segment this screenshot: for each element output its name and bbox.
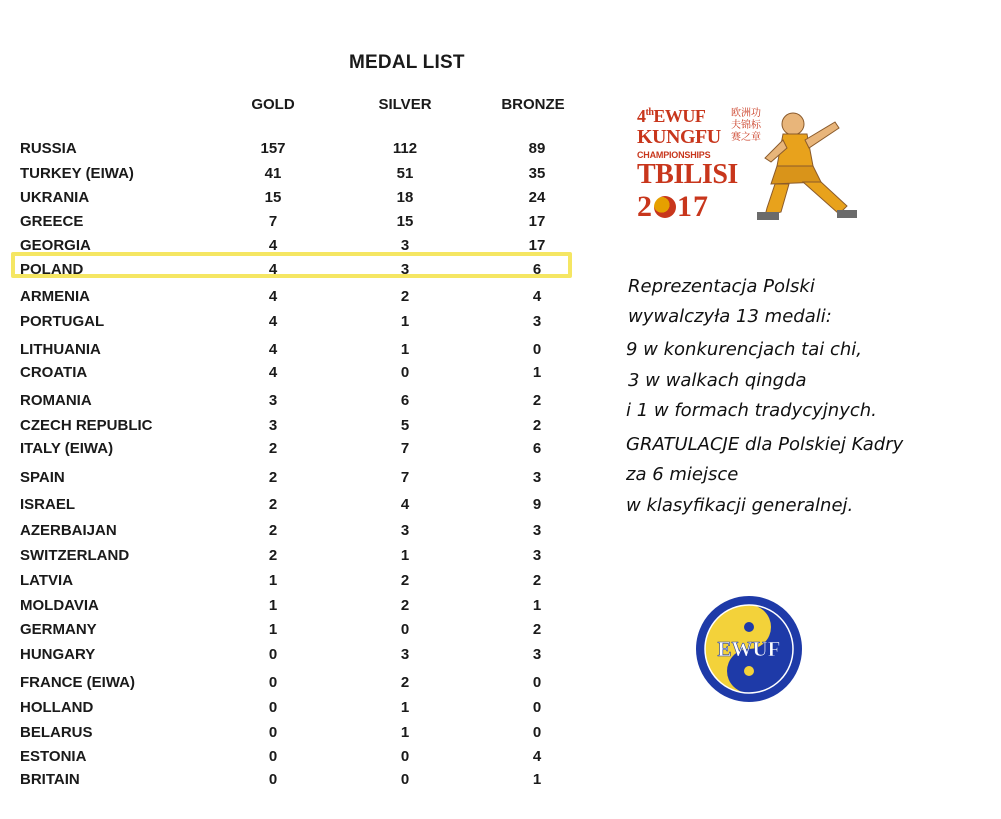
silver-count: 5 xyxy=(400,417,410,434)
bronze-count: 89 xyxy=(528,140,546,157)
bronze-count: 6 xyxy=(532,440,542,457)
medal-row-romania xyxy=(0,392,600,414)
silver-count: 7 xyxy=(400,440,410,457)
gold-count: 0 xyxy=(268,724,278,741)
gold-count: 1 xyxy=(268,572,278,589)
gold-count: 4 xyxy=(268,237,278,254)
medal-row-israel xyxy=(0,496,600,518)
poster-line-1: 4thEWUF xyxy=(637,106,706,126)
medal-row-portugal xyxy=(0,313,600,335)
silver-count: 3 xyxy=(400,237,410,254)
silver-count: 3 xyxy=(400,522,410,539)
country-name: SPAIN xyxy=(20,469,65,486)
medal-row-switzerland xyxy=(0,547,600,569)
bronze-count: 9 xyxy=(532,496,542,513)
medal-row-armenia xyxy=(0,288,600,310)
bronze-count: 1 xyxy=(532,364,542,381)
column-header-gold: GOLD xyxy=(251,96,295,113)
ewuf-logo xyxy=(692,592,806,706)
bronze-count: 0 xyxy=(532,341,542,358)
silver-count: 7 xyxy=(400,469,410,486)
medal-row-holland xyxy=(0,699,600,721)
bronze-count: 17 xyxy=(528,213,546,230)
bronze-count: 2 xyxy=(532,572,542,589)
column-header-bronze: BRONZE xyxy=(501,96,565,113)
medal-list-title: MEDAL LIST xyxy=(349,52,465,73)
silver-count: 2 xyxy=(400,288,410,305)
poster-line-3: CHAMPIONSHIPS xyxy=(637,150,711,160)
medal-row-ukrania xyxy=(0,189,600,211)
message-line: GRATULACJE dla Polskiej Kadry xyxy=(626,434,904,455)
medal-row-france-eiwa xyxy=(0,674,600,696)
country-name: LITHUANIA xyxy=(20,341,101,358)
silver-count: 2 xyxy=(400,597,410,614)
gold-count: 2 xyxy=(268,522,278,539)
bronze-count: 24 xyxy=(528,189,546,206)
silver-count: 2 xyxy=(400,674,410,691)
country-name: BELARUS xyxy=(20,724,93,741)
gold-count: 0 xyxy=(268,771,278,788)
bronze-count: 3 xyxy=(532,522,542,539)
country-name: ARMENIA xyxy=(20,288,90,305)
silver-count: 3 xyxy=(400,646,410,663)
ewuf-logo-text: EWUF xyxy=(717,637,781,661)
medal-row-estonia xyxy=(0,748,600,770)
country-name: ESTONIA xyxy=(20,748,87,765)
bronze-count: 2 xyxy=(532,417,542,434)
silver-count: 0 xyxy=(400,621,410,638)
bronze-count: 3 xyxy=(532,646,542,663)
medal-row-lithuania xyxy=(0,341,600,363)
medal-row-italy-eiwa xyxy=(0,440,600,462)
gold-count: 4 xyxy=(268,341,278,358)
message-line: 9 w konkurencjach tai chi, xyxy=(626,339,862,360)
gold-count: 41 xyxy=(264,165,282,182)
kungfu-fighter-icon xyxy=(751,104,861,228)
column-header-silver: SILVER xyxy=(378,96,432,113)
silver-count: 15 xyxy=(396,213,414,230)
country-name: PORTUGAL xyxy=(20,313,105,330)
silver-count: 1 xyxy=(400,547,410,564)
poster-chinese-text: 欧洲功夫锦标赛之章 xyxy=(731,108,761,143)
country-name: AZERBAIJAN xyxy=(20,522,117,539)
medal-row-greece xyxy=(0,213,600,235)
poland-highlight-box xyxy=(11,252,572,278)
gold-count: 1 xyxy=(268,597,278,614)
silver-count: 0 xyxy=(400,364,410,381)
gold-count: 1 xyxy=(268,621,278,638)
bronze-count: 2 xyxy=(532,621,542,638)
silver-count: 3 xyxy=(400,261,410,278)
bronze-count: 4 xyxy=(532,288,542,305)
medal-row-russia xyxy=(0,140,600,162)
gold-count: 0 xyxy=(268,748,278,765)
gold-count: 157 xyxy=(260,140,286,157)
silver-count: 4 xyxy=(400,496,410,513)
medal-row-turkey-eiwa xyxy=(0,165,600,187)
gold-count: 0 xyxy=(268,699,278,716)
poster-year: 2 17 xyxy=(637,190,709,223)
message-line: Reprezentacja Polski xyxy=(628,276,815,297)
yin-yang-zero-icon xyxy=(654,196,676,218)
country-name: GEORGIA xyxy=(20,237,91,254)
gold-count: 2 xyxy=(268,440,278,457)
country-name: RUSSIA xyxy=(20,140,77,157)
medal-row-czech-republic xyxy=(0,417,600,439)
silver-count: 112 xyxy=(392,140,418,157)
message-line: w klasyfikacji generalnej. xyxy=(626,495,854,516)
silver-count: 1 xyxy=(400,341,410,358)
medal-row-belarus xyxy=(0,724,600,746)
gold-count: 3 xyxy=(268,417,278,434)
silver-count: 1 xyxy=(400,313,410,330)
silver-count: 2 xyxy=(400,572,410,589)
medal-row-croatia xyxy=(0,364,600,386)
bronze-count: 17 xyxy=(528,237,546,254)
gold-count: 4 xyxy=(268,288,278,305)
bronze-count: 2 xyxy=(532,392,542,409)
medal-row-hungary xyxy=(0,646,600,668)
country-name: CROATIA xyxy=(20,364,88,381)
silver-count: 1 xyxy=(400,699,410,716)
country-name: BRITAIN xyxy=(20,771,80,788)
message-line: i 1 w formach tradycyjnych. xyxy=(626,400,877,421)
silver-count: 0 xyxy=(400,771,410,788)
gold-count: 15 xyxy=(264,189,282,206)
country-name: ROMANIA xyxy=(20,392,92,409)
medal-row-germany xyxy=(0,621,600,643)
country-name: SWITZERLAND xyxy=(20,547,130,564)
country-name: UKRANIA xyxy=(20,189,90,206)
bronze-count: 1 xyxy=(532,597,542,614)
country-name: HOLLAND xyxy=(20,699,94,716)
gold-count: 2 xyxy=(268,496,278,513)
bronze-count: 0 xyxy=(532,699,542,716)
silver-count: 51 xyxy=(396,165,414,182)
silver-count: 1 xyxy=(400,724,410,741)
medal-row-azerbaijan xyxy=(0,522,600,544)
bronze-count: 6 xyxy=(532,261,542,278)
country-name: ISRAEL xyxy=(20,496,76,513)
country-name: POLAND xyxy=(20,261,84,278)
message-line: wywalczyła 13 medali: xyxy=(628,306,832,327)
country-name: TURKEY (EIWA) xyxy=(20,165,134,182)
poster-line-4: TBILISI xyxy=(637,159,738,190)
bronze-count: 3 xyxy=(532,313,542,330)
silver-count: 18 xyxy=(396,189,414,206)
medal-row-britain xyxy=(0,771,600,793)
championship-poster xyxy=(633,98,863,230)
bronze-count: 35 xyxy=(528,165,546,182)
medal-row-spain xyxy=(0,469,600,491)
country-name: GERMANY xyxy=(20,621,97,638)
bronze-count: 0 xyxy=(532,674,542,691)
gold-count: 4 xyxy=(268,364,278,381)
country-name: LATVIA xyxy=(20,572,74,589)
country-name: GREECE xyxy=(20,213,84,230)
country-name: FRANCE (EIWA) xyxy=(20,674,135,691)
country-name: HUNGARY xyxy=(20,646,96,663)
country-name: CZECH REPUBLIC xyxy=(20,417,153,434)
medal-row-latvia xyxy=(0,572,600,594)
bronze-count: 3 xyxy=(532,469,542,486)
poster-line-2: KUNGFU xyxy=(637,126,721,148)
silver-count: 6 xyxy=(400,392,410,409)
bronze-count: 0 xyxy=(532,724,542,741)
medal-row-moldavia xyxy=(0,597,600,619)
gold-count: 4 xyxy=(268,313,278,330)
gold-count: 3 xyxy=(268,392,278,409)
silver-count: 0 xyxy=(400,748,410,765)
gold-count: 2 xyxy=(268,547,278,564)
gold-count: 7 xyxy=(268,213,278,230)
bronze-count: 3 xyxy=(532,547,542,564)
gold-count: 2 xyxy=(268,469,278,486)
message-line: za 6 miejsce xyxy=(626,464,739,485)
gold-count: 4 xyxy=(268,261,278,278)
gold-count: 0 xyxy=(268,646,278,663)
bronze-count: 1 xyxy=(532,771,542,788)
gold-count: 0 xyxy=(268,674,278,691)
country-name: ITALY (EIWA) xyxy=(20,440,114,457)
bronze-count: 4 xyxy=(532,748,542,765)
message-line: 3 w walkach qingda xyxy=(628,370,807,391)
country-name: MOLDAVIA xyxy=(20,597,99,614)
